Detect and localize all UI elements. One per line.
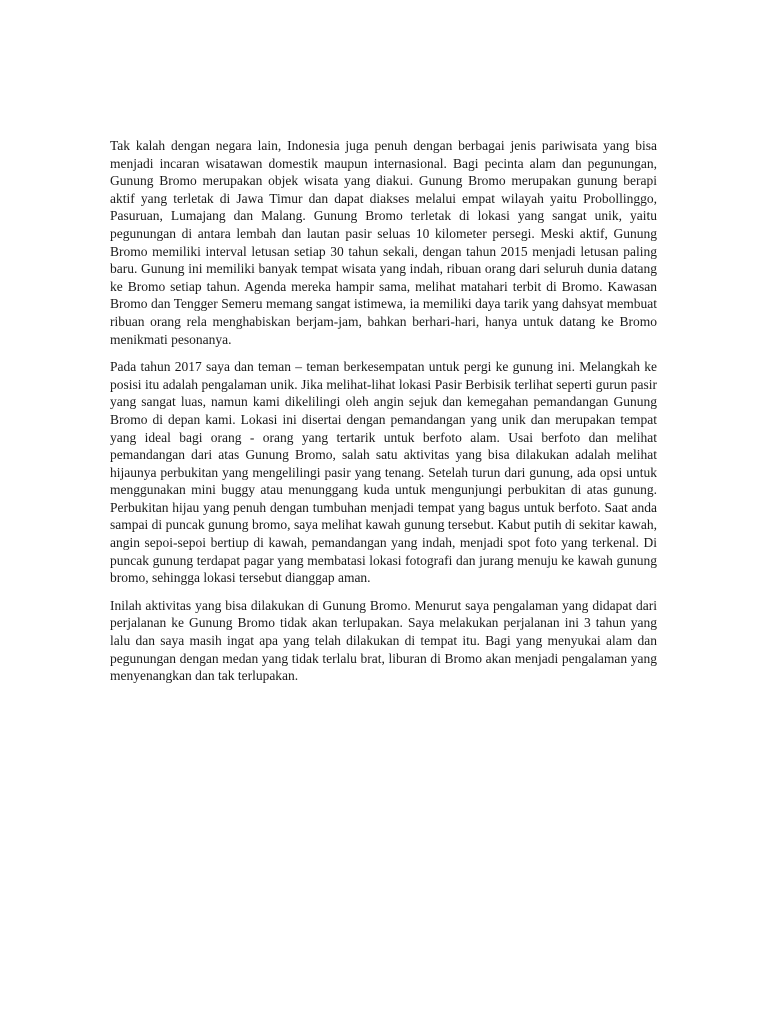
paragraph-1: Tak kalah dengan negara lain, Indonesia juga penuh dengan berbagai jenis pariwisata yang bisa menjadi incaran wisatawan domestik maupun internasional. Bagi pecinta alam dan pegunungan, Gunung Bromo merupakan objek wisata yang diakui. Gunung Bromo merupakan gunung berapi aktif yang terletak di Jawa Timur dan dapat diakses melalui empat wilayah yaitu Probollinggo, Pasuruan, Lumajang dan Malang. Gunung Bromo terletak di lokasi yang sangat unik, yaitu pegunungan di antara lembah dan lautan pasir seluas 10 kilometer persegi. Meski aktif, Gunung Bromo memiliki interval letusan setiap 30 tahun sekali, dengan tahun 2015 menjadi letusan paling baru. Gunung ini memiliki banyak tempat wisata yang indah, ribuan orang dari seluruh dunia datang ke Bromo setiap tahun. Agenda mereka hampir sama, melihat matahari terbit di Bromo. Kawasan Bromo dan Tengger Semeru memang sangat istimewa, ia memiliki daya tarik yang dahsyat membuat ribuan orang rela menghabiskan berjam-jam, bahkan berhari-hari, hanya untuk datang ke Bromo menikmati pesonanya. [110, 138, 657, 347]
body-text [110, 137, 657, 695]
paragraph-3: Inilah aktivitas yang bisa dilakukan di Gunung Bromo. Menurut saya pengalaman yang didapat dari perjalanan ke Gunung Bromo tidak akan terlupakan. Saya melakukan perjalanan ini 3 tahun yang lalu dan saya masih ingat apa yang telah dilakukan di tempat itu. Bagi yang menyukai alam dan pegunungan dengan medan yang tidak terlalu brat, liburan di Bromo akan menjadi pengalaman yang menyenangkan dan tak terlupakan. [110, 597, 657, 684]
paragraph-2: Pada tahun 2017 saya dan teman – teman berkesempatan untuk pergi ke gunung ini. Melangkah ke posisi itu adalah pengalaman unik. Jika melihat-lihat lokasi Pasir Berbisik terlihat seperti gurun pasir yang sangat luas, namun kami dikelilingi oleh angin sejuk dan kemegahan pemandangan Gunung Bromo di depan kami. Lokasi ini disertai dengan pemandangan yang unik dan merupakan tempat yang ideal bagi orang - orang yang tertarik untuk berfoto alam. Usai berfoto dan melihat pemandangan dari atas Gunung Bromo, salah satu aktivitas yang bisa dilakukan adalah melihat hijaunya perbukitan yang mengelilingi pasir yang tenang. Setelah turun dari gunung, ada opsi untuk menggunakan mini buggy atau menunggang kuda untuk mengunjungi perbukitan di atas gunung. Perbukitan hijau yang penuh dengan tumbuhan menjadi tempat yang bagus untuk berfoto. Saat anda sampai di puncak gunung bromo, saya melihat kawah gunung tersebut. Kabut putih di sekitar kawah, angin sepoi-sepoi bertiup di kawah, pemandangan yang indah, menjadi spot foto yang terkenal. Di puncak gunung terdapat pagar yang membatasi lokasi fotografi dan jurang menuju ke kawah gunung bromo, sehingga lokasi tersebut dianggap aman. [110, 359, 657, 586]
